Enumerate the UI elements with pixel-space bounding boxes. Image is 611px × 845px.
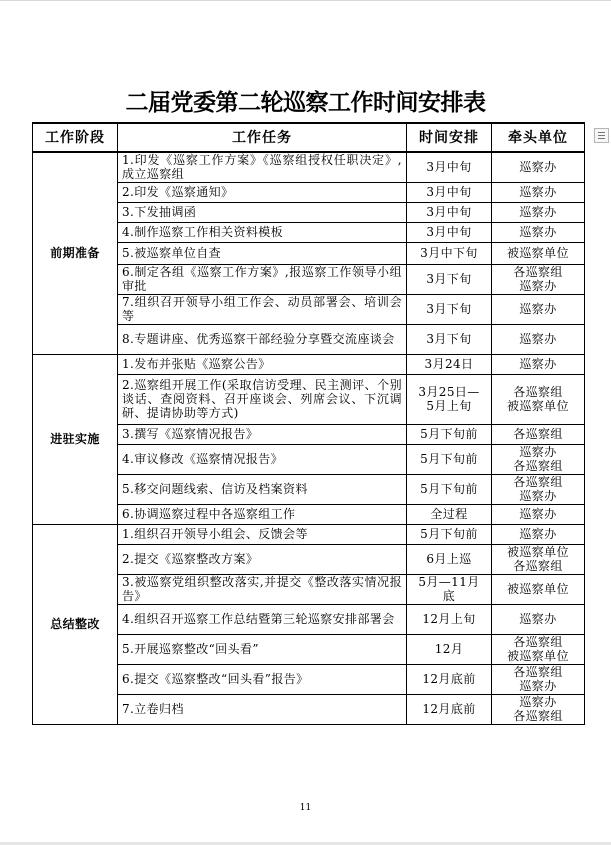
lead-cell: 各巡察组 被巡察单位 — [492, 374, 585, 424]
task-cell: 5.开展巡察整改“回头看” — [118, 634, 407, 664]
task-cell: 3.撰写《巡察情况报告》 — [118, 424, 407, 444]
task-cell: 2.提交《巡察整改方案》 — [118, 544, 407, 574]
lead-cell: 巡察办 各巡察组 — [492, 694, 585, 724]
phase-cell: 前期准备 — [33, 152, 118, 354]
task-cell: 6.提交《巡察整改“回头看”报告》 — [118, 664, 407, 694]
header-task: 工作任务 — [118, 123, 407, 152]
lead-cell: 各巡察组 巡察办 — [492, 664, 585, 694]
time-cell: 5月下旬前 — [407, 424, 492, 444]
time-cell: 3月中下旬 — [407, 242, 492, 264]
time-cell: 5月—11月 底 — [407, 574, 492, 604]
task-cell: 7.立卷归档 — [118, 694, 407, 724]
lead-cell: 巡察办 — [492, 504, 585, 524]
header-time: 时间安排 — [407, 123, 492, 152]
time-cell: 3月24日 — [407, 354, 492, 374]
page-number: 11 — [299, 803, 312, 813]
time-cell: 3月25日— 5月上旬 — [407, 374, 492, 424]
header-lead: 牵头单位 — [492, 123, 585, 152]
time-cell: 3月中旬 — [407, 222, 492, 242]
lead-cell: 各巡察组 巡察办 — [492, 264, 585, 294]
task-cell: 1.发布并张贴《巡察公告》 — [118, 354, 407, 374]
lead-cell: 巡察办 — [492, 152, 585, 182]
task-cell: 4.审议修改《巡察情况报告》 — [118, 444, 407, 474]
time-cell: 3月中旬 — [407, 152, 492, 182]
task-cell: 2.巡察组开展工作(采取信访受理、民主测评、个别谈话、查阅资料、召开座谈会、列席会议、下沉调研、提请协助等方式) — [118, 374, 407, 424]
lead-cell: 巡察办 — [492, 324, 585, 354]
lead-cell: 被巡察单位 — [492, 242, 585, 264]
time-cell: 全过程 — [407, 504, 492, 524]
time-cell: 12月底前 — [407, 664, 492, 694]
time-cell: 6月上巡 — [407, 544, 492, 574]
task-cell: 4.制作巡察工作相关资料模板 — [118, 222, 407, 242]
lead-cell: 巡察办 — [492, 354, 585, 374]
phase-cell: 总结整改 — [33, 524, 118, 724]
task-cell: 3.被巡察党组织整改落实,并提交《整改落实情况报告》 — [118, 574, 407, 604]
schedule-table — [32, 122, 585, 725]
table-header-row — [33, 123, 585, 152]
lead-cell: 巡察办 — [492, 294, 585, 324]
task-cell: 4.组织召开巡察工作总结暨第三轮巡察安排部署会 — [118, 604, 407, 634]
lead-cell: 巡察办 — [492, 604, 585, 634]
task-cell: 5.移交问题线索、信访及档案资料 — [118, 474, 407, 504]
schedule-body — [33, 152, 585, 724]
lead-cell: 各巡察组 — [492, 424, 585, 444]
task-cell: 2.印发《巡察通知》 — [118, 182, 407, 202]
lead-cell: 巡察办 — [492, 202, 585, 222]
lead-cell: 被巡察单位 各巡察组 — [492, 544, 585, 574]
page-title: 二届党委第二轮巡察工作时间安排表 — [125, 89, 486, 116]
time-cell: 5月下旬前 — [407, 444, 492, 474]
time-cell: 12月底前 — [407, 694, 492, 724]
task-cell: 6.协调巡察过程中各巡察组工作 — [118, 504, 407, 524]
task-cell: 8.专题讲座、优秀巡察干部经验分享暨交流座谈会 — [118, 324, 407, 354]
lead-cell: 巡察办 各巡察组 — [492, 444, 585, 474]
lead-cell: 巡察办 — [492, 182, 585, 202]
table-row — [33, 152, 585, 182]
time-cell: 12月上旬 — [407, 604, 492, 634]
time-cell: 5月下旬前 — [407, 474, 492, 504]
lead-cell: 被巡察单位 — [492, 574, 585, 604]
time-cell: 3月下旬 — [407, 264, 492, 294]
task-cell: 1.组织召开领导小组会、反馈会等 — [118, 524, 407, 544]
table-row — [33, 524, 585, 544]
task-cell: 6.制定各组《巡察工作方案》,报巡察工作领导小组审批 — [118, 264, 407, 294]
panel-toggle-icon[interactable] — [594, 128, 609, 143]
time-cell: 12月 — [407, 634, 492, 664]
task-cell: 7.组织召开领导小组工作会、动员部署会、培训会等 — [118, 294, 407, 324]
top-rule — [0, 0, 611, 1]
time-cell: 3月下旬 — [407, 324, 492, 354]
time-cell: 3月下旬 — [407, 294, 492, 324]
lead-cell: 巡察办 — [492, 222, 585, 242]
phase-cell: 进驻实施 — [33, 354, 118, 524]
lead-cell: 各巡察组 巡察办 — [492, 474, 585, 504]
task-cell: 3.下发抽调函 — [118, 202, 407, 222]
time-cell: 3月中旬 — [407, 202, 492, 222]
table-row — [33, 354, 585, 374]
header-phase: 工作阶段 — [33, 123, 118, 152]
lead-cell: 各巡察组 被巡察单位 — [492, 634, 585, 664]
time-cell: 5月下旬前 — [407, 524, 492, 544]
task-cell: 1.印发《巡察工作方案》《巡察组授权任职决定》,成立巡察组 — [118, 152, 407, 182]
lead-cell: 巡察办 — [492, 524, 585, 544]
time-cell: 3月中旬 — [407, 182, 492, 202]
task-cell: 5.被巡察单位自查 — [118, 242, 407, 264]
